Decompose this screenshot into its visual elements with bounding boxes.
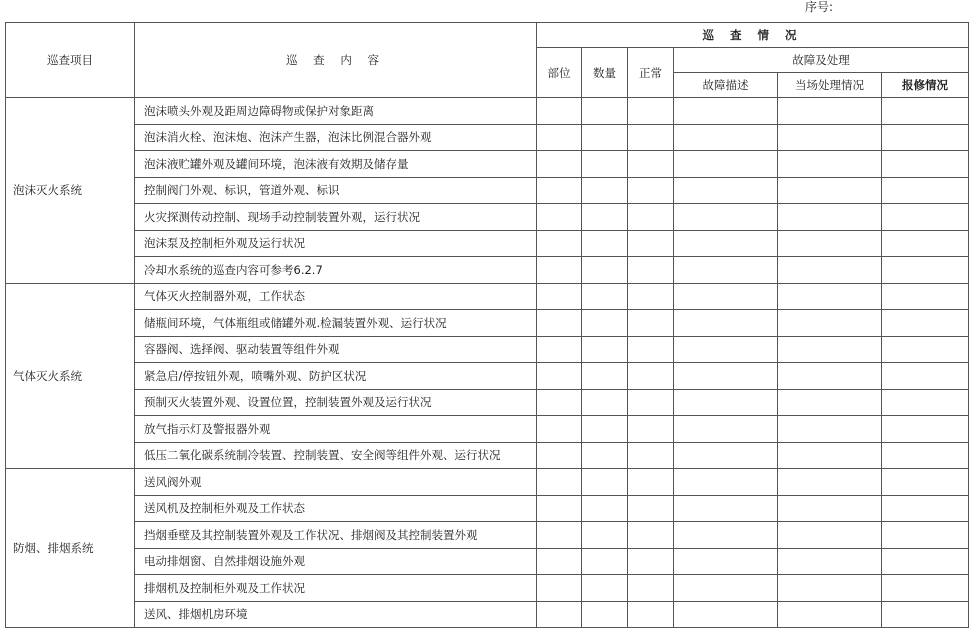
header-location: 部位 (537, 48, 582, 98)
fault-desc-cell[interactable] (674, 336, 778, 363)
inspection-item: 送风、排烟机房环境 (135, 601, 537, 628)
quantity-cell[interactable] (582, 469, 628, 496)
location-cell[interactable] (537, 204, 582, 231)
normal-cell[interactable] (628, 151, 674, 178)
fault-desc-cell[interactable] (674, 495, 778, 522)
onsite-handling-cell[interactable] (778, 230, 882, 257)
location-cell[interactable] (537, 389, 582, 416)
normal-cell[interactable] (628, 389, 674, 416)
table-row (6, 283, 969, 310)
repair-status-cell[interactable] (882, 336, 969, 363)
inspection-item: 冷却水系统的巡查内容可参考6.2.7 (135, 257, 537, 284)
onsite-handling-cell[interactable] (778, 363, 882, 390)
fault-desc-cell[interactable] (674, 98, 778, 125)
inspection-item: 放气指示灯及警报器外观 (135, 416, 537, 443)
repair-status-cell[interactable] (882, 575, 969, 602)
header-content: 巡 查 内 容 (135, 23, 537, 98)
onsite-handling-cell[interactable] (778, 495, 882, 522)
quantity-cell[interactable] (582, 124, 628, 151)
location-cell[interactable] (537, 575, 582, 602)
normal-cell[interactable] (628, 522, 674, 549)
repair-status-cell[interactable] (882, 283, 969, 310)
table-row (6, 204, 969, 231)
header-fault-handling: 故障及处理 (674, 48, 969, 73)
table-row (6, 442, 969, 469)
normal-cell[interactable] (628, 336, 674, 363)
quantity-cell[interactable] (582, 177, 628, 204)
normal-cell[interactable] (628, 177, 674, 204)
normal-cell[interactable] (628, 230, 674, 257)
repair-status-cell[interactable] (882, 230, 969, 257)
inspection-item: 紧急启/停按钮外观，喷嘴外观、防护区状况 (135, 363, 537, 390)
fault-desc-cell[interactable] (674, 124, 778, 151)
quantity-cell[interactable] (582, 230, 628, 257)
onsite-handling-cell[interactable] (778, 522, 882, 549)
table-row (6, 601, 969, 628)
fault-desc-cell[interactable] (674, 522, 778, 549)
inspection-item: 火灾探测传动控制、现场手动控制装置外观，运行状况 (135, 204, 537, 231)
table-row (6, 230, 969, 257)
repair-status-cell[interactable] (882, 548, 969, 575)
table-row (6, 151, 969, 178)
quantity-cell[interactable] (582, 389, 628, 416)
onsite-handling-cell[interactable] (778, 442, 882, 469)
repair-status-cell[interactable] (882, 522, 969, 549)
normal-cell[interactable] (628, 98, 674, 125)
location-cell[interactable] (537, 177, 582, 204)
quantity-cell[interactable] (582, 416, 628, 443)
fault-desc-cell[interactable] (674, 469, 778, 496)
repair-status-cell[interactable] (882, 363, 969, 390)
table-row (6, 416, 969, 443)
onsite-handling-cell[interactable] (778, 469, 882, 496)
inspection-table (5, 22, 969, 628)
inspection-item: 低压二氧化碳系统制冷装置、控制装置、安全阀等组件外观、运行状况 (135, 442, 537, 469)
quantity-cell[interactable] (582, 495, 628, 522)
repair-status-cell[interactable] (882, 442, 969, 469)
onsite-handling-cell[interactable] (778, 283, 882, 310)
system-group-label: 泡沫灭火系统 (6, 98, 135, 284)
serial-number-label: 序号: (805, 0, 834, 14)
onsite-handling-cell[interactable] (778, 151, 882, 178)
inspection-item: 泡沫喷头外观及距周边障碍物或保护对象距离 (135, 98, 537, 125)
normal-cell[interactable] (628, 310, 674, 337)
header-status: 巡 查 情 况 (537, 23, 969, 48)
location-cell[interactable] (537, 151, 582, 178)
table-row (6, 363, 969, 390)
table-row (6, 469, 969, 496)
system-group-label: 气体灭火系统 (6, 283, 135, 469)
location-cell[interactable] (537, 469, 582, 496)
inspection-item: 预制灭火装置外观、设置位置，控制装置外观及运行状况 (135, 389, 537, 416)
table-row (6, 389, 969, 416)
normal-cell[interactable] (628, 257, 674, 284)
inspection-item: 送风机及控制柜外观及工作状态 (135, 495, 537, 522)
fault-desc-cell[interactable] (674, 151, 778, 178)
location-cell[interactable] (537, 230, 582, 257)
table-row (6, 177, 969, 204)
repair-status-cell[interactable] (882, 124, 969, 151)
normal-cell[interactable] (628, 495, 674, 522)
inspection-item: 挡烟垂壁及其控制装置外观及工作状况、排烟阀及其控制装置外观 (135, 522, 537, 549)
onsite-handling-cell[interactable] (778, 601, 882, 628)
location-cell[interactable] (537, 601, 582, 628)
table-row (6, 257, 969, 284)
normal-cell[interactable] (628, 601, 674, 628)
location-cell[interactable] (537, 124, 582, 151)
fault-desc-cell[interactable] (674, 230, 778, 257)
header-fault-desc: 故障描述 (674, 73, 778, 98)
normal-cell[interactable] (628, 363, 674, 390)
table-row (6, 124, 969, 151)
normal-cell[interactable] (628, 548, 674, 575)
quantity-cell[interactable] (582, 601, 628, 628)
repair-status-cell[interactable] (882, 469, 969, 496)
fault-desc-cell[interactable] (674, 310, 778, 337)
quantity-cell[interactable] (582, 522, 628, 549)
onsite-handling-cell[interactable] (778, 575, 882, 602)
table-row (6, 575, 969, 602)
onsite-handling-cell[interactable] (778, 124, 882, 151)
quantity-cell[interactable] (582, 98, 628, 125)
location-cell[interactable] (537, 283, 582, 310)
fault-desc-cell[interactable] (674, 601, 778, 628)
onsite-handling-cell[interactable] (778, 257, 882, 284)
normal-cell[interactable] (628, 469, 674, 496)
quantity-cell[interactable] (582, 257, 628, 284)
table-row (6, 336, 969, 363)
onsite-handling-cell[interactable] (778, 548, 882, 575)
onsite-handling-cell[interactable] (778, 177, 882, 204)
quantity-cell[interactable] (582, 442, 628, 469)
fault-desc-cell[interactable] (674, 575, 778, 602)
repair-status-cell[interactable] (882, 310, 969, 337)
normal-cell[interactable] (628, 283, 674, 310)
repair-status-cell[interactable] (882, 416, 969, 443)
table-row (6, 548, 969, 575)
table-row (6, 495, 969, 522)
fault-desc-cell[interactable] (674, 442, 778, 469)
onsite-handling-cell[interactable] (778, 204, 882, 231)
inspection-item: 电动排烟窗、自然排烟设施外观 (135, 548, 537, 575)
quantity-cell[interactable] (582, 151, 628, 178)
inspection-item: 泡沫液贮罐外观及罐间环境，泡沫液有效期及储存量 (135, 151, 537, 178)
header-quantity: 数量 (582, 48, 628, 98)
repair-status-cell[interactable] (882, 601, 969, 628)
inspection-item: 气体灭火控制器外观，工作状态 (135, 283, 537, 310)
quantity-cell[interactable] (582, 363, 628, 390)
repair-status-cell[interactable] (882, 257, 969, 284)
fault-desc-cell[interactable] (674, 389, 778, 416)
fault-desc-cell[interactable] (674, 177, 778, 204)
normal-cell[interactable] (628, 124, 674, 151)
header-repair: 报修情况 (882, 73, 969, 98)
quantity-cell[interactable] (582, 204, 628, 231)
repair-status-cell[interactable] (882, 151, 969, 178)
inspection-item: 送风阀外观 (135, 469, 537, 496)
normal-cell[interactable] (628, 442, 674, 469)
quantity-cell[interactable] (582, 310, 628, 337)
quantity-cell[interactable] (582, 336, 628, 363)
location-cell[interactable] (537, 442, 582, 469)
table-row (6, 310, 969, 337)
onsite-handling-cell[interactable] (778, 310, 882, 337)
header-onsite: 当场处理情况 (778, 73, 882, 98)
location-cell[interactable] (537, 310, 582, 337)
location-cell[interactable] (537, 257, 582, 284)
fault-desc-cell[interactable] (674, 548, 778, 575)
location-cell[interactable] (537, 548, 582, 575)
location-cell[interactable] (537, 522, 582, 549)
system-group-label: 防烟、排烟系统 (6, 469, 135, 628)
header-project: 巡查项目 (6, 23, 135, 98)
onsite-handling-cell[interactable] (778, 389, 882, 416)
fault-desc-cell[interactable] (674, 363, 778, 390)
location-cell[interactable] (537, 98, 582, 125)
repair-status-cell[interactable] (882, 389, 969, 416)
location-cell[interactable] (537, 363, 582, 390)
quantity-cell[interactable] (582, 283, 628, 310)
fault-desc-cell[interactable] (674, 283, 778, 310)
inspection-item: 储瓶间环境，气体瓶组或储罐外观.检漏装置外观、运行状况 (135, 310, 537, 337)
inspection-item: 排烟机及控制柜外观及工作状况 (135, 575, 537, 602)
normal-cell[interactable] (628, 575, 674, 602)
inspection-item: 控制阀门外观、标识，管道外观、标识 (135, 177, 537, 204)
header-normal: 正常 (628, 48, 674, 98)
fault-desc-cell[interactable] (674, 204, 778, 231)
inspection-item: 泡沫泵及控制柜外观及运行状况 (135, 230, 537, 257)
location-cell[interactable] (537, 336, 582, 363)
onsite-handling-cell[interactable] (778, 416, 882, 443)
repair-status-cell[interactable] (882, 204, 969, 231)
repair-status-cell[interactable] (882, 177, 969, 204)
table-row (6, 522, 969, 549)
fault-desc-cell[interactable] (674, 416, 778, 443)
table-row (6, 98, 969, 125)
repair-status-cell[interactable] (882, 98, 969, 125)
fault-desc-cell[interactable] (674, 257, 778, 284)
quantity-cell[interactable] (582, 575, 628, 602)
inspection-item: 容器阀、选择阀、驱动装置等组件外观 (135, 336, 537, 363)
location-cell[interactable] (537, 416, 582, 443)
repair-status-cell[interactable] (882, 495, 969, 522)
inspection-item: 泡沫消火栓、泡沫炮、泡沫产生器，泡沫比例混合器外观 (135, 124, 537, 151)
header-row-1 (6, 23, 969, 48)
location-cell[interactable] (537, 495, 582, 522)
normal-cell[interactable] (628, 416, 674, 443)
onsite-handling-cell[interactable] (778, 98, 882, 125)
normal-cell[interactable] (628, 204, 674, 231)
onsite-handling-cell[interactable] (778, 336, 882, 363)
quantity-cell[interactable] (582, 548, 628, 575)
